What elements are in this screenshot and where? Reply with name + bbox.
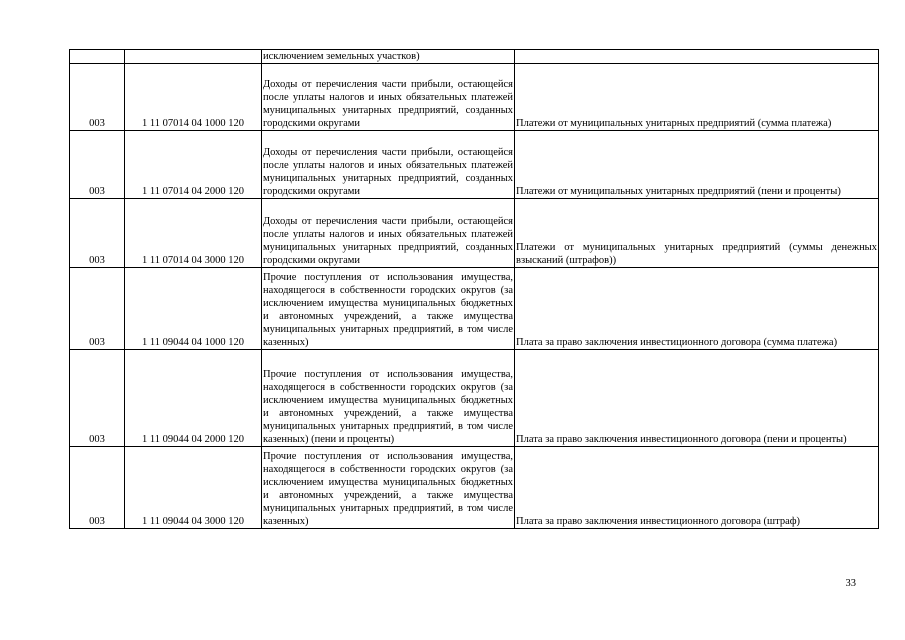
- revenue-name-cell: Доходы от перечисления части прибыли, остающейся после уплаты налогов и иных обязательных платежей муниципальных унитарных предприятий, созданных городскими округами: [262, 64, 515, 131]
- admin-code-cell: 003: [70, 268, 125, 350]
- budget-classification-code-cell: 1 11 07014 04 1000 120: [125, 64, 262, 131]
- revenue-name-cell: Прочие поступления от использования имущества, находящегося в собственности городских округов (за исключением имущества муниципальных бюджетных и автономных учреждений, а также имущества муниципальных унитарных предприятий, в том числе казенных) (пени и проценты): [262, 350, 515, 447]
- table-row: [70, 50, 879, 64]
- payment-detail-cell: Платежи от муниципальных унитарных предприятий (сумма платежа): [515, 64, 879, 131]
- revenue-name-cell: Доходы от перечисления части прибыли, остающейся после уплаты налогов и иных обязательных платежей муниципальных унитарных предприятий, созданных городскими округами: [262, 199, 515, 268]
- table-row: [70, 64, 879, 131]
- payment-detail-cell: Плата за право заключения инвестиционного договора (штраф): [515, 447, 879, 529]
- revenue-name-cell: исключением земельных участков): [262, 50, 515, 64]
- table-row: [70, 350, 879, 447]
- payment-detail-cell: Плата за право заключения инвестиционного договора (пени и проценты): [515, 350, 879, 447]
- budget-classification-code-cell: 1 11 09044 04 1000 120: [125, 268, 262, 350]
- table-row: [70, 131, 879, 199]
- admin-code-cell: 003: [70, 350, 125, 447]
- admin-code-cell: 003: [70, 131, 125, 199]
- admin-code-cell: 003: [70, 64, 125, 131]
- budget-classification-code-cell: 1 11 07014 04 2000 120: [125, 131, 262, 199]
- admin-code-cell: [70, 50, 125, 64]
- page-number: 33: [845, 578, 856, 589]
- table-row: [70, 447, 879, 529]
- budget-classification-code-cell: [125, 50, 262, 64]
- payment-detail-cell: [515, 50, 879, 64]
- table-row: [70, 199, 879, 268]
- payment-detail-cell: Платежи от муниципальных унитарных предприятий (пени и проценты): [515, 131, 879, 199]
- revenue-name-cell: Доходы от перечисления части прибыли, остающейся после уплаты налогов и иных обязательных платежей муниципальных унитарных предприятий, созданных городскими округами: [262, 131, 515, 199]
- revenue-codes-table: [69, 49, 879, 529]
- admin-code-cell: 003: [70, 199, 125, 268]
- table-row: [70, 268, 879, 350]
- revenue-name-cell: Прочие поступления от использования имущества, находящегося в собственности городских округов (за исключением имущества муниципальных бюджетных и автономных учреждений, а также имущества муниципальных унитарных предприятий, в том числе казенных): [262, 447, 515, 529]
- budget-classification-code-cell: 1 11 09044 04 2000 120: [125, 350, 262, 447]
- budget-classification-code-cell: 1 11 09044 04 3000 120: [125, 447, 262, 529]
- payment-detail-cell: Плата за право заключения инвестиционного договора (сумма платежа): [515, 268, 879, 350]
- budget-classification-code-cell: 1 11 07014 04 3000 120: [125, 199, 262, 268]
- revenue-name-cell: Прочие поступления от использования имущества, находящегося в собственности городских округов (за исключением имущества муниципальных бюджетных и автономных учреждений, а также имущества муниципальных унитарных предприятий, в том числе казенных): [262, 268, 515, 350]
- admin-code-cell: 003: [70, 447, 125, 529]
- payment-detail-cell: Платежи от муниципальных унитарных предприятий (суммы денежных взысканий (штрафов)): [515, 199, 879, 268]
